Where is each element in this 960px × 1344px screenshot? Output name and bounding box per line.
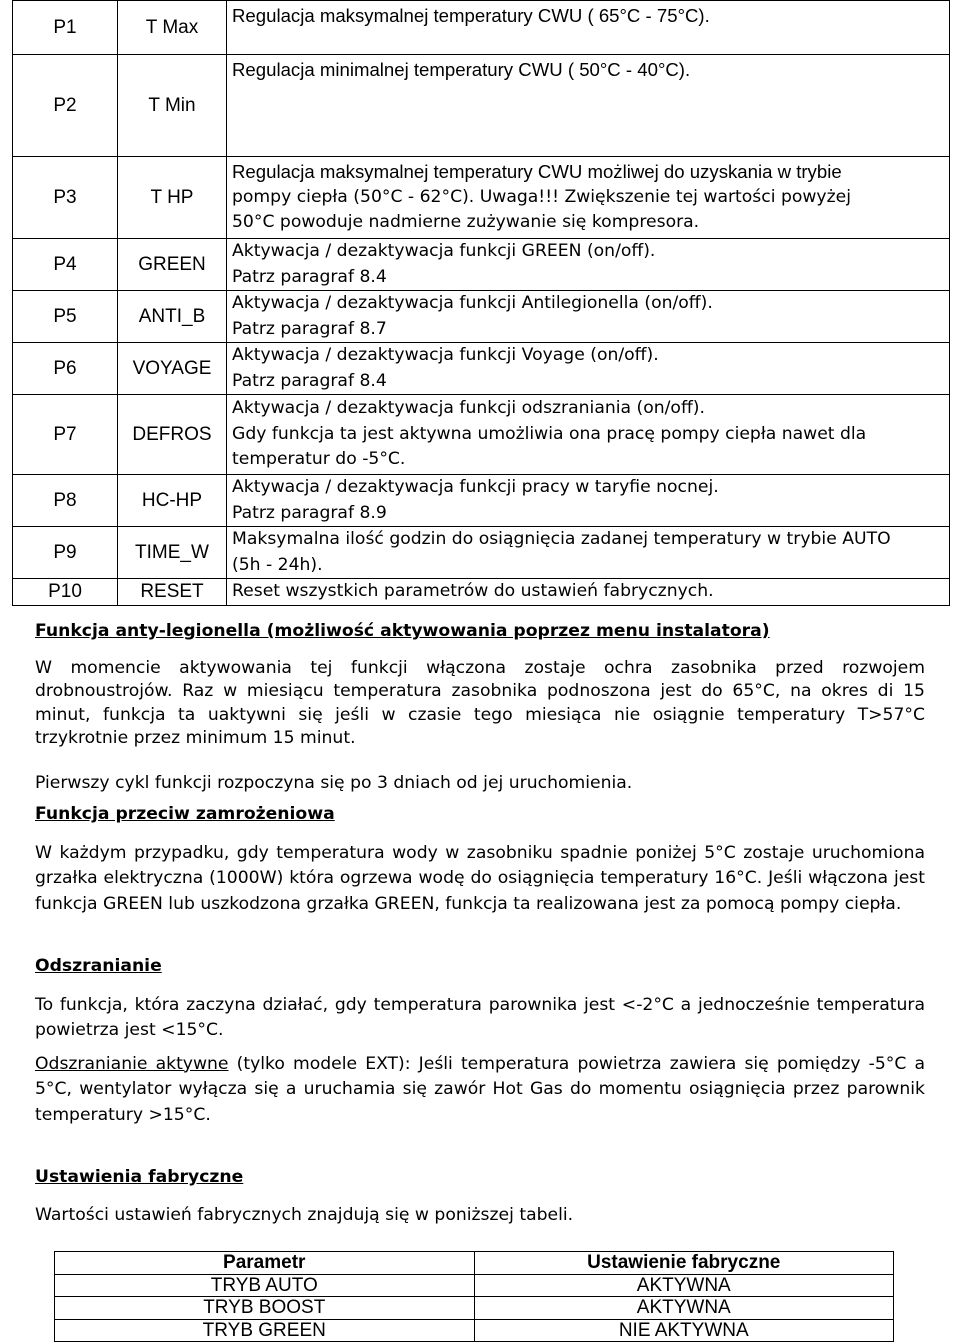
parameter-row — [13, 239, 950, 291]
factory-parameter: TRYB GREEN — [55, 1319, 475, 1342]
description-line: Gdy funkcja ta jest aktywna umożliwia ona pracę pompy ciepła nawet dla — [232, 423, 867, 444]
factory-parameter: TRYB BOOST — [55, 1297, 475, 1320]
parameter-row — [13, 527, 950, 579]
description-line: Aktywacja / dezaktywacja funkcji pracy w taryfie nocnej. — [232, 477, 719, 497]
parameter-row — [13, 395, 950, 475]
parameter-name: VOYAGE — [118, 343, 227, 395]
parameter-name: RESET — [118, 579, 227, 606]
parameter-description — [227, 527, 950, 579]
description-line: 50°C powoduje nadmierne zużywanie się kompresora. — [232, 212, 700, 233]
description-line: Patrz paragraf 8.9 — [232, 502, 387, 523]
factory-parameter: TRYB AUTO — [55, 1274, 475, 1297]
factory-header-setting: Ustawienie fabryczne — [474, 1252, 894, 1275]
description-line: (5h - 24h). — [232, 554, 323, 575]
frost-heading: Funkcja przeciw zamrożeniowa — [35, 804, 335, 824]
parameter-description — [227, 1, 950, 55]
parameter-row — [13, 157, 950, 239]
defrost-heading: Odszranianie — [35, 956, 162, 976]
factory-setting: NIE AKTYWNA — [474, 1319, 894, 1342]
description-line: Regulacja maksymalnej temperatury CWU możliwej do uzyskania w trybie — [232, 161, 842, 183]
parameter-code: P5 — [13, 291, 118, 343]
parameter-code: P10 — [13, 579, 118, 606]
parameter-code: P3 — [13, 157, 118, 239]
description-line: pompy ciepła (50°C - 62°C). Uwaga!!! Zwiększenie tej wartości powyżej — [232, 186, 851, 207]
anty-legionella-paragraph: W momencie aktywowania tej funkcji włączona zostaje ochra zasobnika przed rozwojem drobnoustrojów. Raz w miesiącu temperatura zasobnika podnoszona jest do 65°C, na okres di 15 minut, funkcja ta uaktywni się jeśli w czasie tego miesiąca nie osiągnie temperatury T>57°C trzykrotnie przez minimum 15 minut. — [35, 657, 925, 748]
factory-section — [35, 1166, 925, 1227]
parameter-name: ANTI_B — [118, 291, 227, 343]
factory-paragraph: Wartości ustawień fabrycznych znajdują się w poniższej tabeli. — [35, 1204, 574, 1225]
parameter-row — [13, 291, 950, 343]
anty-legionella-first-cycle: Pierwszy cykl funkcji rozpoczyna się po 3 dniach od jej uruchomienia. — [35, 772, 633, 793]
factory-table-row — [55, 1274, 894, 1297]
anty-legionella-section — [35, 620, 925, 795]
defrost-active-paragraph — [35, 1052, 925, 1129]
parameter-name: GREEN — [118, 239, 227, 291]
description-line: Aktywacja / dezaktywacja funkcji Voyage (on/off). — [232, 345, 659, 365]
parameter-row — [13, 475, 950, 527]
description-line: Patrz paragraf 8.4 — [232, 370, 387, 391]
parameter-code: P9 — [13, 527, 118, 579]
description-line: Aktywacja / dezaktywacja funkcji GREEN (on/off). — [232, 241, 656, 261]
parameter-table — [12, 0, 950, 606]
factory-heading: Ustawienia fabryczne — [35, 1167, 244, 1187]
parameter-description — [227, 343, 950, 395]
parameter-description — [227, 475, 950, 527]
parameter-name: TIME_W — [118, 527, 227, 579]
description-line: Regulacja maksymalnej temperatury CWU ( 65°C - 75°C). — [232, 5, 710, 26]
parameter-name: T HP — [118, 157, 227, 239]
factory-settings-table — [54, 1251, 894, 1342]
parameter-name: T Min — [118, 55, 227, 157]
factory-header-parameter: Parametr — [55, 1252, 475, 1275]
description-line: Reset wszystkich parametrów do ustawień fabrycznych. — [232, 581, 714, 601]
parameter-code: P6 — [13, 343, 118, 395]
factory-setting: AKTYWNA — [474, 1297, 894, 1320]
parameter-row — [13, 55, 950, 157]
parameter-description — [227, 291, 950, 343]
parameter-code: P8 — [13, 475, 118, 527]
parameter-code: P1 — [13, 1, 118, 55]
factory-setting: AKTYWNA — [474, 1274, 894, 1297]
parameter-description — [227, 395, 950, 475]
parameter-description — [227, 239, 950, 291]
parameter-row — [13, 579, 950, 606]
parameter-name: T Max — [118, 1, 227, 55]
description-line: Patrz paragraf 8.7 — [232, 318, 387, 339]
description-line: temperatur do -5°C. — [232, 449, 406, 470]
factory-table-row — [55, 1297, 894, 1320]
parameter-description — [227, 157, 950, 239]
anty-legionella-heading: Funkcja anty-legionella (możliwość aktywowania poprzez menu instalatora) — [35, 621, 770, 641]
parameter-code: P4 — [13, 239, 118, 291]
parameter-description — [227, 55, 950, 157]
description-line: Regulacja minimalnej temperatury CWU ( 50°C - 40°C). — [232, 59, 691, 80]
parameter-row — [13, 343, 950, 395]
parameter-code: P2 — [13, 55, 118, 157]
description-line: Maksymalna ilość godzin do osiągnięcia zadanej temperatury w trybie AUTO — [232, 529, 891, 549]
frost-paragraph: W każdym przypadku, gdy temperatura wody w zasobniku spadnie poniżej 5°C zostaje uruchomiona grzałka elektryczna (1000W) która ogrzewa wodę do osiągnięcia temperatury 16°C. Jeśli włączona jest funkcja GREEN lub uszkodzona grzałka GREEN, funkcja ta realizowana jest za pomocą pompy ciepła. — [35, 842, 925, 914]
frost-section — [35, 803, 925, 917]
description-line: Aktywacja / dezaktywacja funkcji Antilegionella (on/off). — [232, 293, 713, 313]
factory-table-row — [55, 1319, 894, 1342]
defrost-active-text: (tylko modele EXT): Jeśli temperatura powietrza zawiera się pomiędzy -5°C a 5°C, wentylator wyłącza się a uruchamia się zawór Hot Gas do momentu osiągnięcia przez parownik temperatury >15°C. — [35, 1053, 926, 1125]
parameter-description — [227, 579, 950, 606]
defrost-section — [35, 955, 925, 1128]
description-line: Patrz paragraf 8.4 — [232, 266, 387, 287]
defrost-active-label: Odszranianie aktywne — [35, 1053, 229, 1074]
parameter-name: HC-HP — [118, 475, 227, 527]
parameter-name: DEFROS — [118, 395, 227, 475]
defrost-paragraph: To funkcja, która zaczyna działać, gdy temperatura parownika jest <-2°C a jednocześnie temperatura powietrza jest <15°C. — [35, 994, 925, 1040]
factory-table-header-row — [55, 1252, 894, 1275]
description-line: Aktywacja / dezaktywacja funkcji odszraniania (on/off). — [232, 398, 705, 419]
parameter-code: P7 — [13, 395, 118, 475]
parameter-row — [13, 1, 950, 55]
